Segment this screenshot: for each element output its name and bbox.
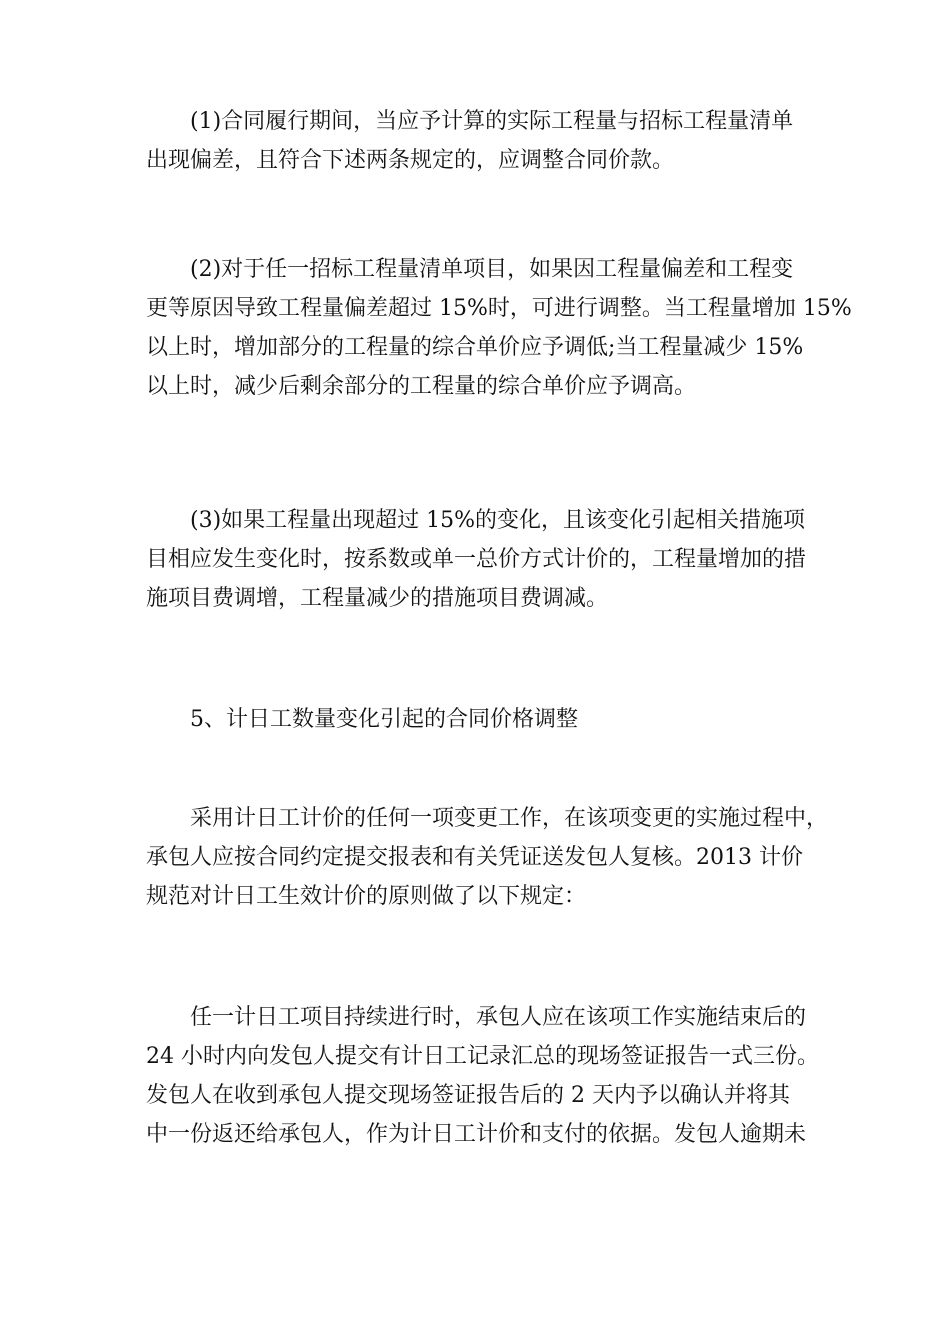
- text-line: 出现偏差，且符合下述两条规定的，应调整合同价款。: [146, 148, 675, 173]
- text-line: 承包人应按合同约定提交报表和有关凭证送发包人复核。2013 计价: [146, 845, 803, 870]
- clause-1-paragraph: [146, 102, 826, 180]
- text-line: 施项目费调增，工程量减少的措施项目费调减。: [146, 586, 609, 611]
- text-line: 中一份返还给承包人，作为计日工计价和支付的依据。发包人逾期未: [146, 1122, 807, 1147]
- clause-3-paragraph: [146, 501, 826, 618]
- text-line: (2)对于任一招标工程量清单项目，如果因工程量偏差和工程变: [190, 257, 794, 282]
- section-heading: [146, 700, 826, 739]
- heading-text: 5、计日工数量变化引起的合同价格调整: [190, 707, 578, 732]
- text-line: 任一计日工项目持续进行时，承包人应在该项工作实施结束后的: [190, 1005, 807, 1030]
- text-line: 以上时，增加部分的工程量的综合单价应予调低;当工程量减少 15%: [146, 335, 804, 360]
- text-line: 规范对计日工生效计价的原则做了以下规定：: [146, 884, 587, 909]
- text-line: (1)合同履行期间，当应予计算的实际工程量与招标工程量清单: [190, 109, 794, 134]
- dayworks-paragraph: [146, 799, 829, 916]
- dayworks-rules-paragraph: [146, 998, 826, 1154]
- clause-2-paragraph: [146, 250, 852, 406]
- text-line: 以上时，减少后剩余部分的工程量的综合单价应予调高。: [146, 374, 697, 399]
- text-line: (3)如果工程量出现超过 15%的变化，且该变化引起相关措施项: [190, 508, 806, 533]
- text-line: 24 小时内向发包人提交有计日工记录汇总的现场签证报告一式三份。: [146, 1044, 819, 1069]
- text-line: 目相应发生变化时，按系数或单一总价方式计价的，工程量增加的措: [146, 547, 807, 572]
- text-line: 采用计日工计价的任何一项变更工作，在该项变更的实施过程中，: [190, 806, 829, 831]
- text-line: 更等原因导致工程量偏差超过 15%时，可进行调整。当工程量增加 15%: [146, 296, 852, 321]
- text-line: 发包人在收到承包人提交现场签证报告后的 2 天内予以确认并将其: [146, 1083, 790, 1108]
